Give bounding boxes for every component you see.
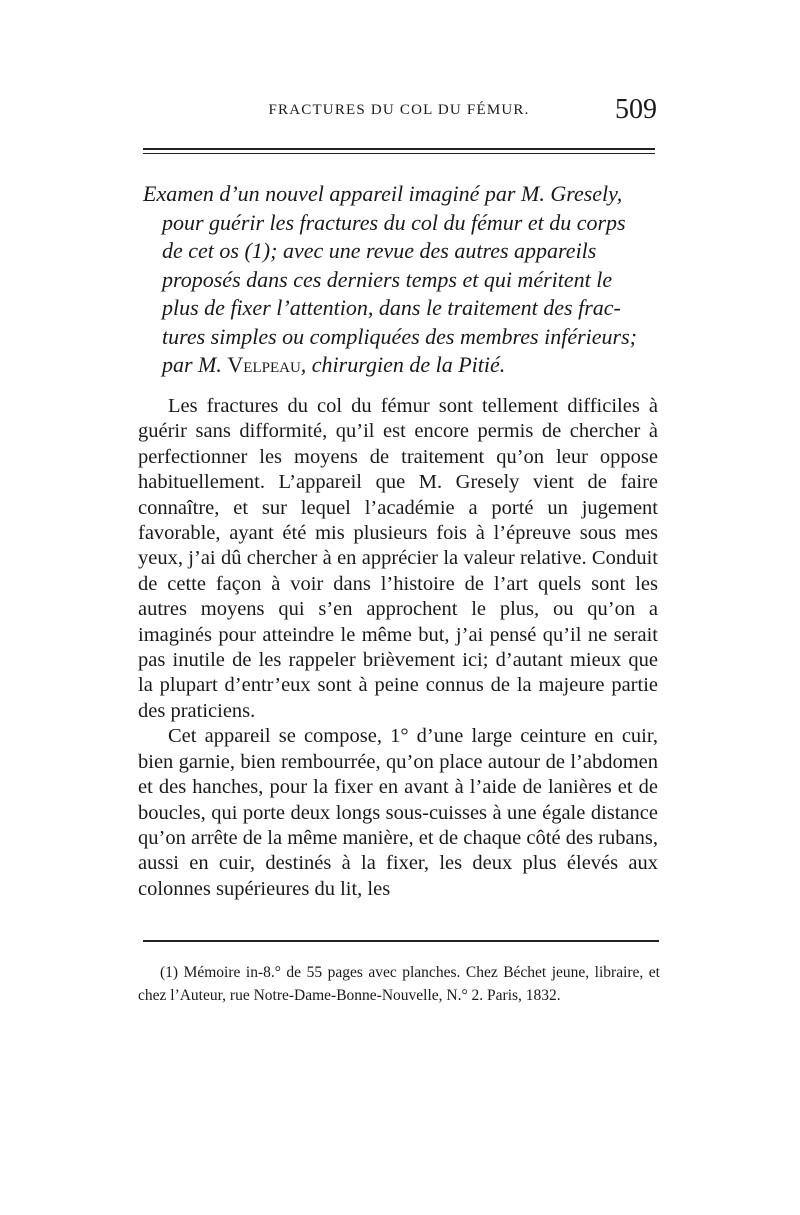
running-title: FRACTURES DU COL DU FÉMUR. bbox=[268, 102, 530, 118]
title-line bbox=[143, 351, 659, 380]
footnote bbox=[138, 961, 660, 1007]
title-line: proposés dans ces derniers temps et qui méritent le bbox=[162, 266, 613, 292]
header-rule bbox=[143, 148, 655, 154]
article-title bbox=[143, 180, 659, 380]
title-line: de cet os (1); avec une revue des autres appareils bbox=[162, 238, 597, 263]
paragraph: Cet appareil se compose, 1° d’une large ceinture en cuir, bien garnie, bien rembourrée, qu’on place autour de l’abdomen et des hanches, pour la fixer en avant à l’aide de lanières et de boucles, qui porte deux longs sous-cuisses à une égale distance qu’on arrête de la même manière, et de chaque côté des rubans, aussi en cuir, destinés à la fixer, les deux plus élevés aux colonnes supérieures du lit, les bbox=[138, 725, 658, 900]
footnote-text: (1) Mémoire in-8.° de 55 pages avec planches. Chez Béchet jeune, libraire, et chez l’Auteur, rue Notre-Dame-Bonne-Nouvelle, N.° 2. Paris, 1832. bbox=[138, 964, 660, 1004]
title-byline-suffix: , chirurgien de la Pitié. bbox=[300, 352, 506, 377]
paragraph: Les fractures du col du fémur sont tellement difficiles à guérir sans difformité, qu’il est encore permis de chercher à perfectionner les moyens de traitement qu’on leur oppose habituellement. L’appareil que M. Gresely vient de faire connaître, et sur lequel l’académie a porté un jugement favorable, ayant été mis plusieurs fois à l’épreuve sous mes yeux, j’ai dû chercher à en apprécier la valeur relative. Conduit de cette façon à voir dans l’histoire de l’art quels sont les autres moyens qui s’en approchent le plus, ou qu’on a imaginés pour atteindre le même but, j’ai pensé qu’il ne serait pas inutile de les rappeler brièvement ici; d’autant mieux que la plupart d’entr’eux sont à peine connus de la majeure partie des praticiens. bbox=[138, 395, 658, 722]
running-head bbox=[143, 94, 655, 130]
body-text bbox=[138, 394, 658, 902]
page-number: 509 bbox=[615, 94, 657, 125]
footnote-rule bbox=[143, 940, 659, 942]
title-line: Examen d’un nouvel appareil imaginé par M. Gresely, bbox=[143, 181, 623, 206]
title-line: tures simples ou compliquées des membres inférieurs; bbox=[162, 323, 637, 349]
author-name: Velpeau bbox=[227, 352, 301, 377]
title-byline-prefix: par M. bbox=[162, 352, 228, 377]
title-line: plus de fixer l’attention, dans le traitement des frac- bbox=[162, 295, 621, 320]
title-line: pour guérir les fractures du col du fémur et du corps bbox=[162, 209, 626, 235]
